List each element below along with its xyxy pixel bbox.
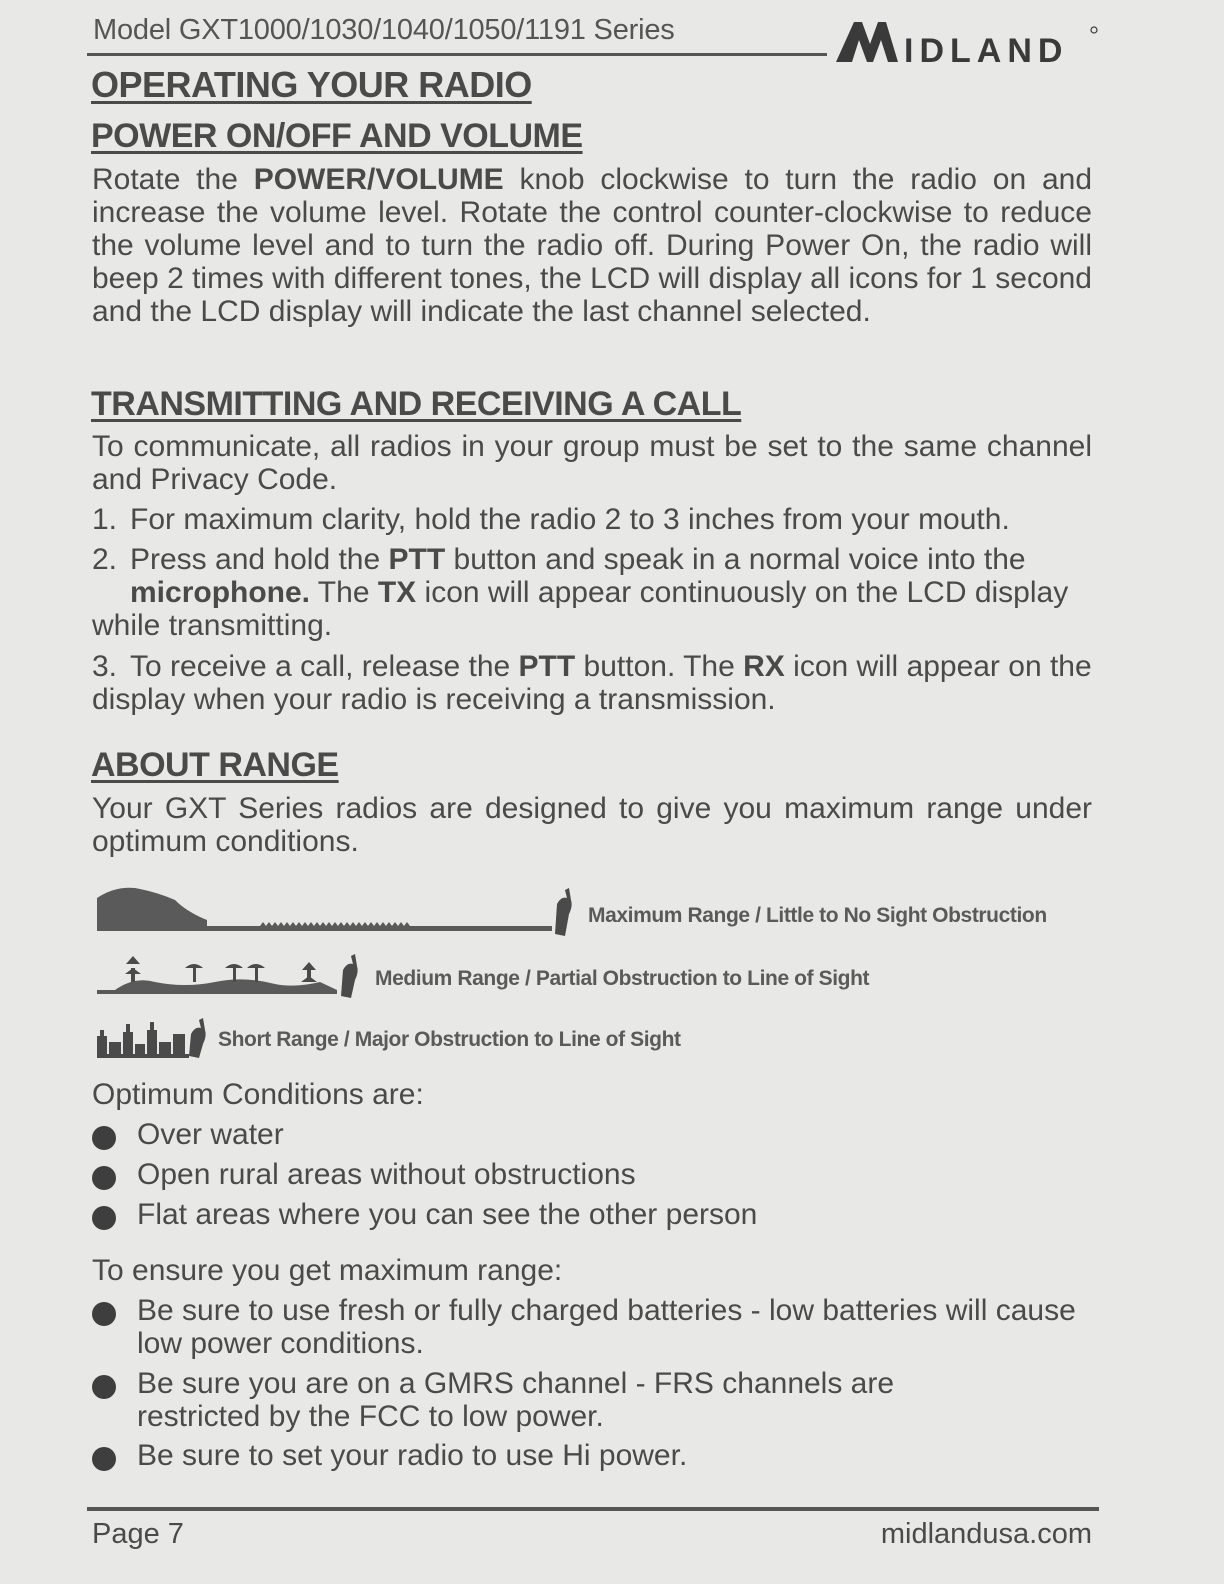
optimum-heading: Optimum Conditions are:	[92, 1078, 424, 1111]
medium-range-label: Medium Range / Partial Obstruction to Line of Sight	[375, 967, 870, 990]
rx-label: RX	[743, 650, 785, 683]
power-heading: POWER ON/OFF AND VOLUME	[91, 117, 583, 155]
item-text: To receive a call, release the	[130, 650, 519, 683]
bullet-icon	[92, 1302, 116, 1326]
power-text-2: knob clockwise to turn the radio on and increase the volume level. Rotate the control counter-clockwise to reduce the volume level and to turn the radio off. During Power On, the radio will beep 2 times with different tones, the LCD will display all icons for 1 second and the LCD display will indicate the last channel selected.	[92, 163, 1093, 328]
bullet-icon	[92, 1206, 116, 1230]
list-item	[92, 1158, 1092, 1191]
bullet-icon	[92, 1447, 116, 1471]
bullet-icon	[92, 1126, 116, 1150]
item-number: 1.	[92, 503, 118, 536]
ptt-label: PTT	[518, 650, 576, 683]
item-text: The	[310, 576, 378, 609]
bullet-icon	[92, 1166, 116, 1190]
power-text-1: Rotate the	[92, 163, 254, 196]
item-number: 3.	[92, 650, 118, 683]
list-item	[92, 1294, 1082, 1360]
list-item	[92, 650, 1092, 716]
item-text: icon will appear on the display when your radio is receiving a transmission.	[92, 650, 1092, 716]
item-text: button and speak in a normal voice into the	[445, 543, 1026, 576]
list-item	[92, 1118, 1092, 1151]
transmit-intro: To communicate, all radios in your group must be set to the same channel and Privacy Code.	[92, 430, 1092, 496]
short-range-graphic	[95, 1012, 215, 1072]
item-text: icon will appear continuously on the LCD display while transmitting.	[92, 576, 1069, 642]
item-text: For maximum clarity, hold the radio 2 to 3 inches from your mouth.	[130, 503, 1010, 536]
item-text: Open rural areas without obstructions	[137, 1158, 636, 1191]
bullet-icon	[92, 1375, 116, 1399]
item-text: Be sure to use fresh or fully charged batteries - low batteries will cause low power conditions.	[137, 1294, 1076, 1360]
footer-rule	[87, 1507, 1099, 1511]
item-text: button. The	[575, 650, 744, 683]
page-title: OPERATING YOUR RADIO	[91, 64, 532, 105]
list-item	[92, 1439, 1092, 1472]
svg-text:IDLAND: IDLAND	[904, 32, 1069, 66]
item-text: Press and hold the	[130, 543, 389, 576]
item-text: Be sure to set your radio to use Hi power.	[137, 1439, 688, 1472]
max-range-label: Maximum Range / Little to No Sight Obstruction	[588, 904, 1047, 927]
website: midlandusa.com	[880, 1518, 1092, 1550]
midland-logo	[832, 16, 1102, 66]
item-text: Over water	[137, 1118, 284, 1151]
ensure-heading: To ensure you get maximum range:	[92, 1254, 563, 1287]
list-item	[92, 1198, 1092, 1231]
range-intro: Your GXT Series radios are designed to give you maximum range under optimum conditions.	[92, 792, 1092, 858]
list-item	[92, 543, 1092, 642]
microphone-label: microphone.	[130, 576, 311, 609]
ptt-label: PTT	[388, 543, 446, 576]
list-item	[92, 1367, 992, 1433]
range-heading: ABOUT RANGE	[91, 746, 339, 784]
transmit-heading: TRANSMITTING AND RECEIVING A CALL	[91, 385, 742, 423]
header-model: Model GXT1000/1030/1040/1050/1191 Series	[93, 14, 675, 46]
item-text: Flat areas where you can see the other person	[137, 1198, 758, 1231]
power-paragraph	[92, 163, 1092, 328]
power-volume-label: POWER/VOLUME	[253, 163, 504, 196]
midland-logo-graphic	[832, 16, 1102, 66]
tx-label: TX	[377, 576, 417, 609]
short-range-label: Short Range / Major Obstruction to Line of Sight	[218, 1028, 681, 1051]
page-number: Page 7	[92, 1518, 184, 1550]
item-number: 2.	[92, 543, 118, 576]
item-text: Be sure you are on a GMRS channel - FRS channels are restricted by the FCC to low power.	[137, 1367, 895, 1433]
max-range-graphic	[95, 882, 585, 942]
list-item	[92, 503, 1092, 536]
medium-range-graphic	[95, 948, 375, 1008]
header-rule	[87, 53, 827, 56]
